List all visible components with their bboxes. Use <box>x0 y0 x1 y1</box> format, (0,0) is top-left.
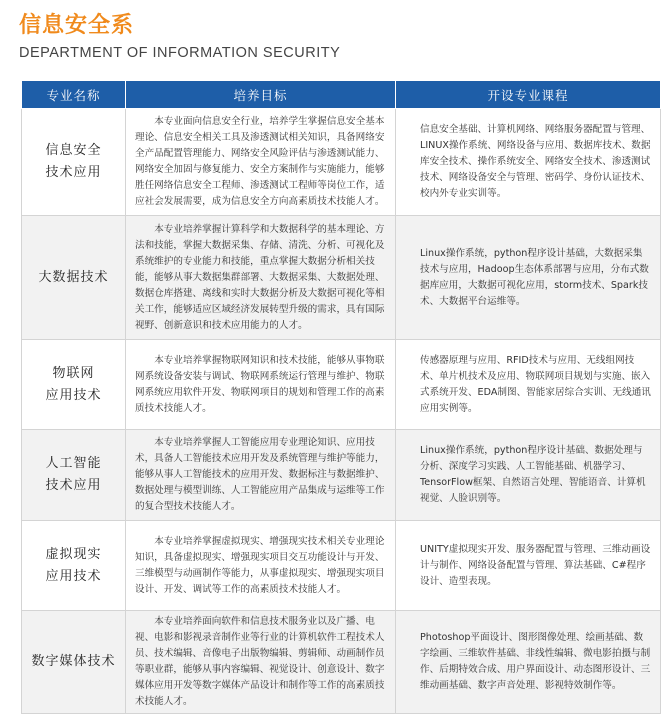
major-name <box>22 611 126 714</box>
table-row <box>22 521 661 611</box>
course-list-text: Linux操作系统，python程序设计基础，大数据采集技术与应用，Hadoop生态体系部署与应用，分布式数据库应用，大数据可视化应用，storm技术、Spark技术、大数据平台运维等。 <box>420 247 649 307</box>
majors-table <box>21 80 661 714</box>
major-name <box>22 216 126 340</box>
table-row <box>22 340 661 430</box>
table-row <box>22 611 661 714</box>
course-list-text: 信息安全基础、计算机网络、网络服务器配置与管理、LINUX操作系统、网络设备与应用、数据库技术、数据库安全技术、操作系统安全、网络安全技术、渗透测试技术、网络设备安全与管理、密码学、身份认证技术、校内外专业实训等。 <box>420 124 651 199</box>
course-list <box>396 430 661 521</box>
major-name-line: 应用技术 <box>45 387 102 403</box>
training-goal-text: 本专业培养掌握计算科学和大数据科学的基本理论、方法和技能，掌握大数据采集、存储、清洗、分析、可视化及系统维护的专业能力和技能，重点掌握大数据分析相关技能，能够从事大数据集群部署、大数据采集、大数据处理、数据仓库搭建、离线和实时大数据分析及大数据可视化等相关工作，能够适应区域经济发展转型升级的需求，具有国际视野、创新意识和技术应用能力的人才。 <box>135 223 385 331</box>
major-name-line: 物联网 <box>52 365 95 381</box>
training-goal <box>126 109 396 216</box>
major-name-line: 信息安全 <box>45 143 102 158</box>
training-goal <box>126 216 396 340</box>
table-header-row <box>22 81 661 109</box>
column-header-major: 专业名称 <box>22 81 126 109</box>
major-name <box>22 430 126 521</box>
training-goal <box>126 340 396 430</box>
course-list <box>396 216 661 340</box>
training-goal-text: 本专业培养掌握物联网知识和技术技能，能够从事物联网系统设备安装与调试、物联网系统运行管理与维护、物联网系统应用软件开发、物联网项目的规划和管理工作的高素质技术技能人才。 <box>135 354 385 414</box>
major-name-line: 应用技术 <box>45 568 102 584</box>
major-name-line: 虚拟现实 <box>45 546 102 562</box>
course-list <box>396 340 661 430</box>
table-row <box>22 216 661 340</box>
course-list-text: UNITY虚拟现实开发、服务器配置与管理、三维动画设计与制作、网络设备配置与管理、算法基础、C#程序设计、造型表现。 <box>420 543 651 587</box>
training-goal-text: 本专业培养掌握虚拟现实、增强现实技术相关专业理论知识，具备虚拟现实、增强现实项目交互功能设计与开发、三维模型与动画制作等能力，从事虚拟现实、增强现实项目设计、开发、调试等工作的高素质技术技能人才。 <box>135 535 385 595</box>
page-title: 信息安全系 <box>19 13 135 38</box>
major-name-line: 技术应用 <box>45 478 102 493</box>
training-goal <box>126 611 396 714</box>
course-list-text: Photoshop平面设计、图形图像处理、绘画基础、数字绘画、三维软件基础、非线性编辑、微电影拍摄与制作、后期特效合成、用户界面设计、动态图形设计、三维动画基础、数字声音处理、影视特效制作等。 <box>420 632 651 691</box>
course-list <box>396 611 661 714</box>
major-name-line: 大数据技术 <box>38 269 109 285</box>
major-name <box>22 521 126 611</box>
major-name-line: 人工智能 <box>45 456 102 471</box>
page-subtitle: DEPARTMENT OF INFORMATION SECURITY <box>19 45 341 61</box>
training-goal-text: 本专业培养掌握人工智能应用专业理论知识、应用技术，具备人工智能技术应用开发及系统管理与维护等能力，能够从事人工智能技术的应用开发、数据标注与数据维护、数据处理与模型训练、人工智能应用产品集成与运维等工作的复合型技术技能人才。 <box>135 437 385 512</box>
table-row <box>22 109 661 216</box>
column-header-goal: 培养目标 <box>126 81 396 109</box>
major-name-line: 数字媒体技术 <box>31 654 116 669</box>
training-goal-text: 本专业面向信息安全行业，培养学生掌握信息安全基本理论、信息安全相关工具及渗透测试相关知识，具备网络安全产品配置管理能力、网络安全风险评估与渗透测试能力、网络安全加固与修复能力、安全方案制作与实施能力，能够胜任网络信息安全工程师、渗透测试工程师等岗位工作，适应社会发展需要，成为信息安全方向高素质技术技能人才。 <box>135 116 385 207</box>
training-goal <box>126 521 396 611</box>
training-goal-text: 本专业培养面向软件和信息技术服务业以及广播、电视、电影和影视录音制作业等行业的计算机软件工程技术人员、技术编辑、音像电子出版物编辑、剪辑师、动画制作员等职业群，能够从事内容编辑、视觉设计、创意设计、数字媒体应用开发等数字媒体产品设计和制作等工作的高素质技术技能人才。 <box>135 616 385 707</box>
table-row <box>22 430 661 521</box>
major-name-line: 技术应用 <box>45 165 102 180</box>
course-list-text: Linux操作系统，python程序设计基础、数据处理与分析、深度学习实践、人工智能基础、机器学习、TensorFlow框架、自然语言处理、智能语音、计算机视觉、人脸识别等。 <box>420 445 646 504</box>
course-list-text: 传感器原理与应用、RFID技术与应用、无线组网技术、单片机技术及应用、物联网项目规划与实施、嵌入式系统开发、EDA制图、智能家居综合实训、无线通讯应用实例等。 <box>420 354 651 414</box>
course-list <box>396 109 661 216</box>
major-name <box>22 109 126 216</box>
column-header-courses: 开设专业课程 <box>396 81 661 109</box>
course-list <box>396 521 661 611</box>
major-name <box>22 340 126 430</box>
training-goal <box>126 430 396 521</box>
